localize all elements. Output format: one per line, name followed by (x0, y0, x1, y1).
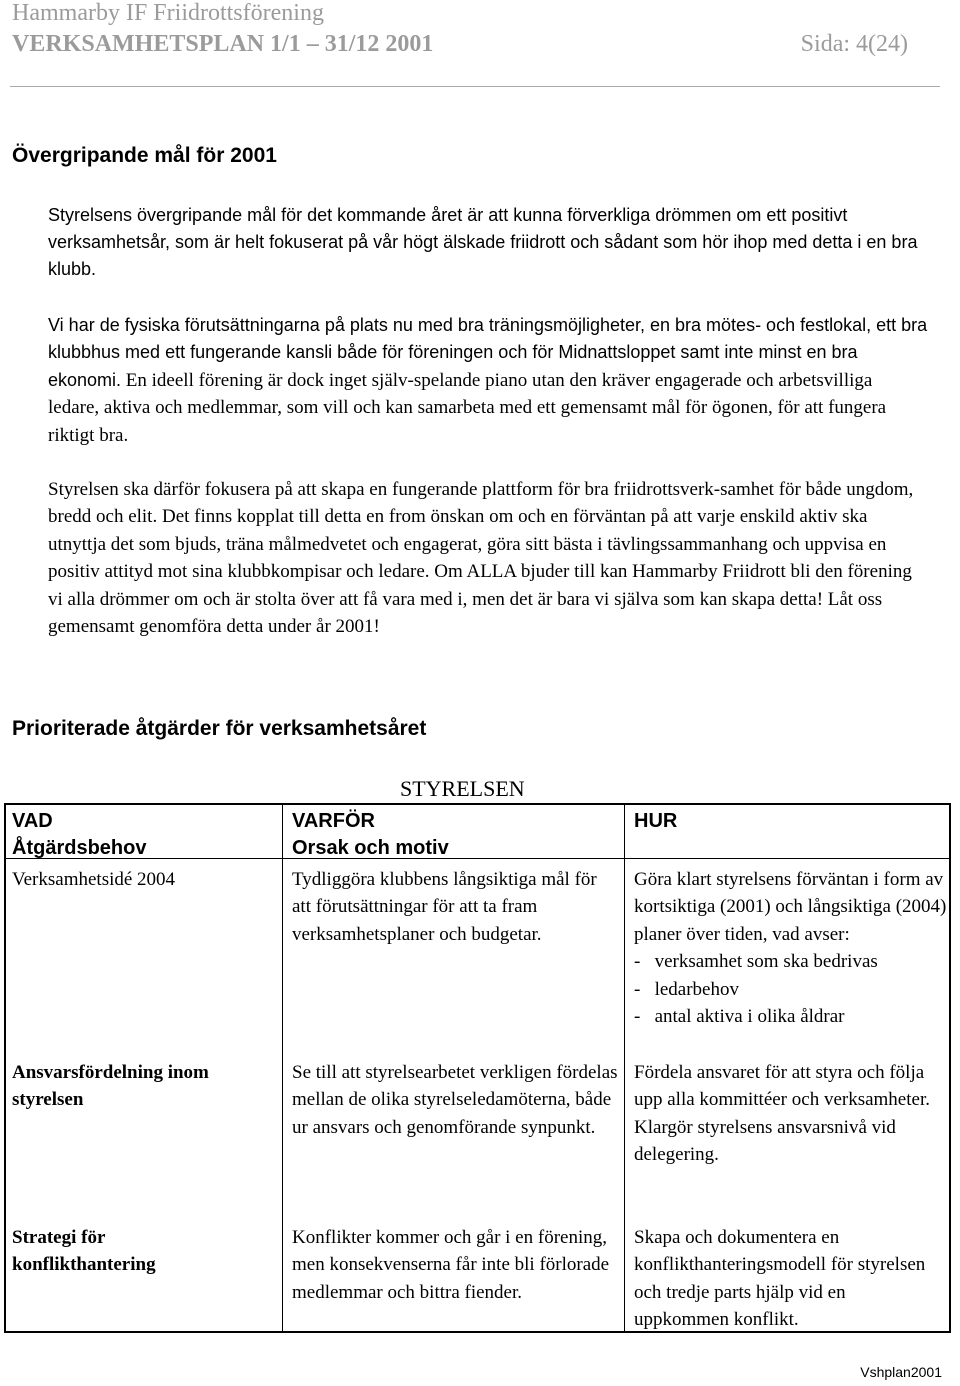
header-divider (10, 86, 940, 87)
table-header-vad (12, 808, 272, 863)
table-row-3-vad: Strategi för konflikthantering (12, 1227, 156, 1276)
table-caption: STYRELSEN (400, 776, 525, 801)
header-page-number: Sida: 4(24) (800, 31, 908, 57)
priorities-table (4, 803, 951, 1333)
table-row-1-hur-item: - antal aktiva i olika åldrar (634, 1006, 845, 1028)
goals-paragraph-2 (48, 312, 928, 449)
goals-paragraph-2-part-2: En ideell förening är dock inget själv-spelande piano utan den kräver engagerade och arbetsvilliga ledare, aktiva och medlemmar, som vill och kan samarbeta med ett gemensamt mål för ögonen, för att fungera riktigt bra. (48, 369, 887, 446)
table-header-vad-line-2: Åtgärdsbehov (12, 837, 147, 860)
table-row-3-hur: Skapa och dokumentera en konflikthanteringsmodell för styrelsen och tredje parts hjälp vid en uppkommen konflikt. (634, 1227, 926, 1331)
footer-label: Vshplan2001 (860, 1364, 942, 1380)
goals-paragraph-3-part-1: Styrelsen ska därför fokusera på att skapa en fungerande plattform för bra friidrottsverk-samhet för både ungdom, bredd och elit. (48, 479, 914, 528)
section-title-goals: Övergripande mål för 2001 (12, 144, 277, 167)
table-header-varfor-line-1: VARFÖR (292, 810, 375, 832)
goals-paragraph-1: Styrelsens övergripande mål för det kommande året är att kunna förverkliga drömmen om ett positivt verksamhetsår, som är helt fokuserat på vår högt älskade friidrott och sådant som hör ihop med detta i en bra klubb. (48, 205, 918, 279)
table-row-2-varfor: Se till att styrelsearbetet verkligen fördelas mellan de olika styrelseledamöterna, både ur ansvars och genomförande synpunkt. (292, 1062, 618, 1138)
table-row-2-hur-part-2: Klargör styrelsens ansvarsnivå vid delegering. (634, 1116, 896, 1166)
table-header-varfor-line-2: Orsak och motiv (292, 837, 449, 860)
table-header-hur: HUR (634, 810, 678, 832)
table-row-2-vad: Ansvarsfördelning inom styrelsen (12, 1062, 209, 1111)
table-column-divider (624, 805, 625, 1331)
table-row-1-varfor: Tydliggöra klubbens långsiktiga mål för att förutsättningar för att ta fram verksamhetsplaner och budgetar. (292, 869, 597, 945)
table-row-2-hur-part-1: Fördela ansvaret för att styra och följa upp alla kommittéer och verksamheter. (634, 1062, 930, 1111)
goals-paragraph-3 (48, 476, 928, 640)
table-row-1-hur (634, 866, 949, 1030)
table-row-1-vad: Verksamhetsidé 2004 (12, 869, 176, 890)
table-row-1-hur-item: - verksamhet som ska bedrivas (634, 951, 878, 973)
section-title-priorities: Prioriterade åtgärder för verksamhetsåret (12, 717, 427, 740)
table-column-divider (282, 805, 283, 1331)
table-row-3-varfor: Konflikter kommer och går i en förening, men konsekvenserna får inte bli förlorade medlemmar och bittra fiender. (292, 1227, 610, 1303)
goals-paragraph-2-part-1: Vi har de fysiska förutsättningarna på plats nu med bra träningsmöjligheter, en bra mötes- och festlokal, ett bra klubbhus med ett fungerande kansli både för föreningen och för Midnattsloppet samt inte minst en bra ekonomi. (48, 315, 928, 390)
table-row-1-hur-intro: Göra klart styrelsens förväntan i form av kortsiktiga (2001) och långsiktiga (2004) planer över tiden, vad avser: (634, 869, 947, 945)
goals-paragraph-3-part-3: Om ALLA bjuder till kan Hammarby Friidrott bli den förening vi alla drömmer om och är stolta över att få vara med i, men det är bara vi själva som kan skapa detta! Låt oss gemensamt genomföra detta under år 2001! (48, 561, 912, 638)
header-organization: Hammarby IF Friidrottsförening (12, 0, 324, 26)
table-header-vad-line-1: VAD (12, 810, 53, 832)
header-plan-title: VERKSAMHETSPLAN 1/1 – 31/12 2001 (12, 31, 434, 57)
table-row-2-hur (634, 1059, 949, 1169)
goals-paragraph-3-part-2: Det finns kopplat till detta en from önskan om och en förväntan på att varje enskild aktiv ska utnyttja det som bjuds, träna målmedvetet och engagerat, göra sitt bästa i tävlingssammanhang och uppvisa en positiv attityd mot sina klubbkompisar och ledare. (48, 506, 887, 583)
table-header-varfor (292, 808, 612, 863)
table-row-1-hur-item: - ledarbehov (634, 978, 739, 1000)
